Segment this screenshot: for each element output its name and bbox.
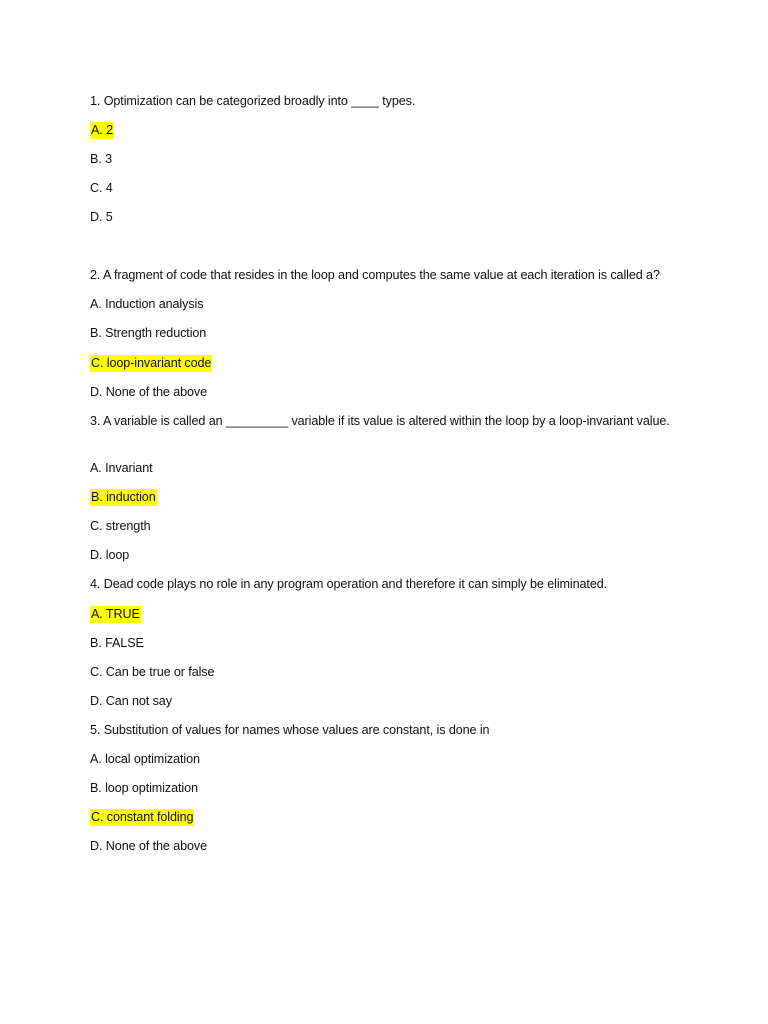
question-2-option-d: D. None of the above <box>90 385 208 399</box>
question-3-text: 3. A variable is called an _________ variable if its value is altered within the loop by a loop-invariant value. <box>90 414 670 428</box>
question-1-option-a <box>90 121 114 139</box>
question-3-option-d: D. loop <box>90 548 130 562</box>
question-2-option-b: B. Strength reduction <box>90 326 207 340</box>
question-1-option-b: B. 3 <box>90 152 113 166</box>
question-4-option-b: B. FALSE <box>90 636 144 650</box>
question-1-text: 1. Optimization can be categorized broadly into ____ types. <box>90 94 416 108</box>
question-5-text: 5. Substitution of values for names whose values are constant, is done in <box>90 723 490 737</box>
question-2-text: 2. A fragment of code that resides in the loop and computes the same value at each iteration is called a? <box>90 268 660 282</box>
answer-highlight: A. TRUE <box>91 607 140 621</box>
answer-highlight: B. induction <box>91 490 156 504</box>
question-4-text: 4. Dead code plays no role in any program operation and therefore it can simply be eliminated. <box>90 577 608 591</box>
question-3-option-c: C. strength <box>90 519 151 533</box>
question-2-option-a: A. Induction analysis <box>90 297 204 311</box>
answer-highlight: C. constant folding <box>91 810 194 824</box>
question-1-option-c: C. 4 <box>90 181 113 195</box>
answer-highlight: C. loop-invariant code <box>91 356 212 370</box>
question-5-option-d: D. None of the above <box>90 839 208 853</box>
question-4-option-a <box>90 605 141 623</box>
question-1-option-d: D. 5 <box>90 210 113 224</box>
question-5-option-b: B. loop optimization <box>90 781 198 795</box>
question-4-option-d: D. Can not say <box>90 694 172 708</box>
question-5-option-c <box>90 808 194 826</box>
question-3-option-b <box>90 488 157 506</box>
question-4-option-c: C. Can be true or false <box>90 665 215 679</box>
answer-highlight: A. 2 <box>91 123 114 137</box>
question-5-option-a: A. local optimization <box>90 752 200 766</box>
question-2-option-c <box>90 354 212 372</box>
question-3-option-a: A. Invariant <box>90 461 153 475</box>
